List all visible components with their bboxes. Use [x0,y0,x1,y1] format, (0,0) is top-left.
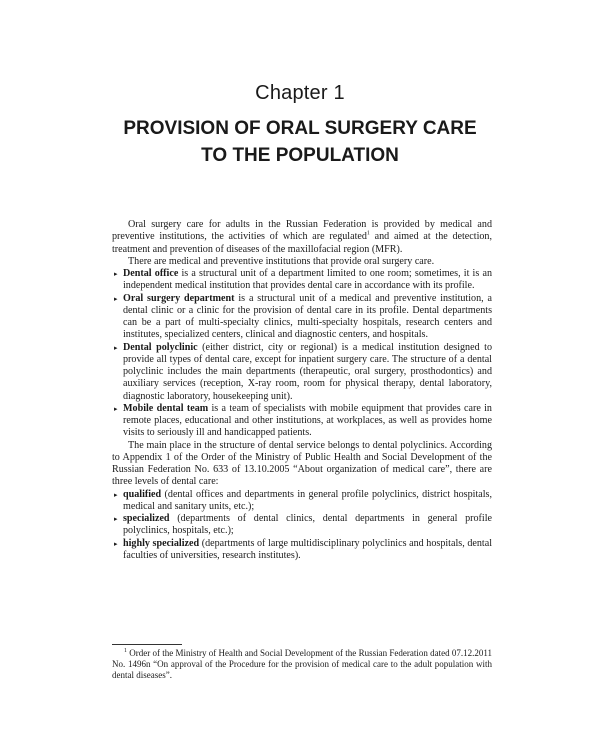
definition: (departments of large multidisciplinary polyclinics and hospitals, dental faculties of universities, research institutes). [123,537,493,561]
triangle-bullet-icon: ▸ [114,490,118,499]
list-item [112,538,492,563]
term: qualified [123,488,162,500]
triangle-bullet-icon: ▸ [114,404,118,413]
footnote-body: Order of the Ministry of Health and Social Development of the Russian Federation dated 07.12.2011 No. 1496n “On approval of the Procedure for the provision of medical care to the adult population with dental diseases”. [112,648,492,680]
chapter-label: Chapter 1 [255,82,345,104]
list-item [112,513,492,538]
term: Mobile dental team [123,402,209,414]
chapter-title-line-2: TO THE POPULATION [201,145,399,166]
triangle-bullet-icon: ▸ [114,515,118,523]
body-text [112,219,492,562]
term: Dental polyclinic [123,341,198,353]
triangle-bullet-icon: ▸ [114,294,118,303]
intro-paragraph [112,219,492,256]
definition: is a structural unit of a department limited to one room; sometimes, it is an independent medical institution that provides dental care in accordance with its profile. [123,268,492,292]
institutions-intro: There are medical and preventive institutions that provide oral surgery care. [128,255,435,267]
list-item [112,489,492,514]
triangle-bullet-icon: ▸ [114,539,118,548]
term: highly specialized [123,537,200,549]
definition: (dental offices and departments in general profile polyclinics, district hospitals, medical and sanitary units, etc.); [123,488,492,512]
term: Oral surgery department [123,292,235,304]
care-levels-list [112,489,492,563]
intro-text-start: Oral surgery care for adults in the Russian Federation is provided by medical and preventive institutions, the activities of which are regulated [112,219,492,243]
definition: (either district, city or regional) is a medical institution designed to provide all types of dental care, except for inpatient surgery care. The structure of a dental polyclinic includes the main departments (therapeutic, oral surgery, prosthodontics) and auxiliary services (reception, X-ray room, room for physical therapy, dental laboratory, diagnostic laboratory, housekeeping unit). [123,341,493,402]
triangle-bullet-icon: ▸ [114,343,118,352]
definition: (departments of dental clinics, dental departments in general profile polyclinics, hospitals, etc.); [123,513,492,537]
definition: is a team of specialists with mobile equipment that provides care in remote places, educational and other institutions, at workplaces, as well as provides home visits to seriously ill and handicapped patients. [123,402,492,439]
main-place-paragraph: The main place in the structure of dental service belongs to dental polyclinics. According to Appendix 1 of the Order of the Ministry of Public Health and Social Development of the Russian Federation No. 633 of 13.10.2005 “About organization of medical care”, there are three levels of dental care: [112,439,492,488]
term: Dental office [123,268,179,279]
list-item [112,403,492,440]
footnote-divider [112,644,182,645]
footnote-reference: 1 [366,230,370,237]
list-item [112,342,492,403]
footnote-text [112,648,492,681]
definition: is a structural unit of a medical and preventive institution, a dental clinic or a clinic for the provision of dental care in its profile. Dental departments can be a part of multi-specialty clinics, multi-specialty hospitals, research centers and institutes, specialized centers, clinical and diagnostic centers, and hospitals. [123,292,493,341]
footnote [112,648,492,681]
footnote-marker: 1 [124,648,127,654]
list-item [112,293,492,342]
institutions-list [112,268,492,440]
chapter-title [80,115,520,169]
term: specialized [123,513,170,524]
list-item [112,268,492,293]
intro-text-end: and aimed at the detection, treatment and prevention of diseases of the maxillofacial region (MFR). [112,231,492,255]
triangle-bullet-icon: ▸ [114,270,118,278]
chapter-title-line-1: PROVISION OF ORAL SURGERY CARE [123,118,477,139]
